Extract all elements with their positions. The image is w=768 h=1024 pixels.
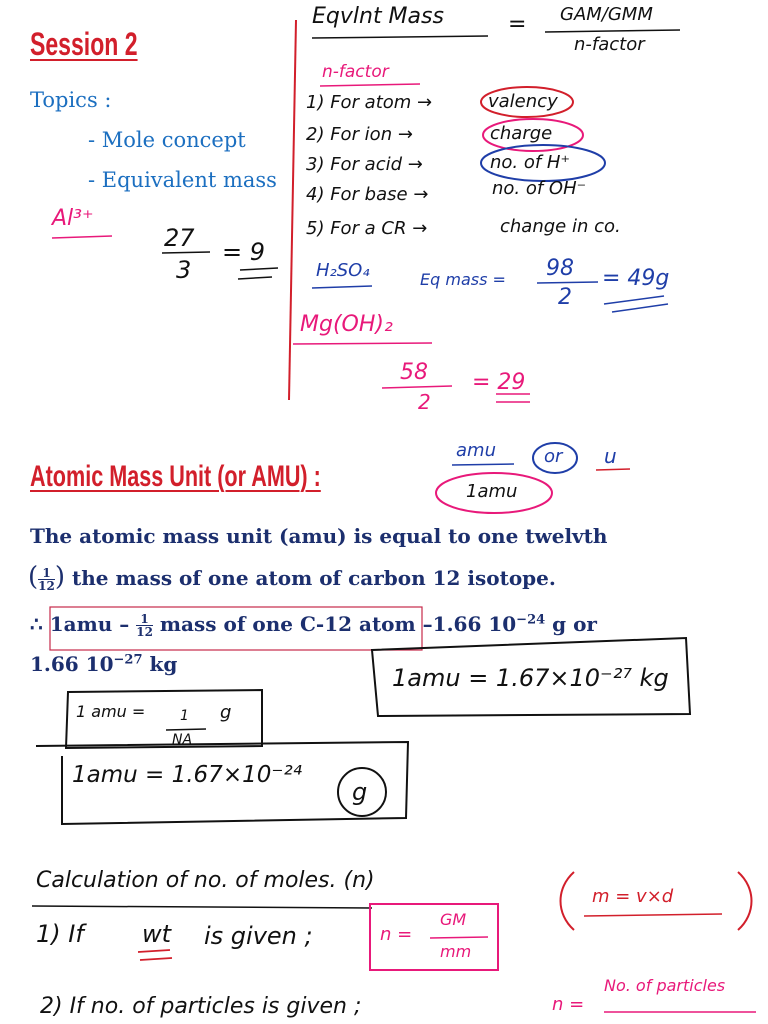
case1-denominator: mm bbox=[440, 942, 472, 961]
case2-text: 2) If no. of particles is given ; bbox=[40, 994, 362, 1019]
topics-label: Topics : bbox=[30, 88, 112, 112]
case2-numerator: No. of particles bbox=[604, 976, 726, 995]
rule-value: charge bbox=[490, 123, 553, 144]
eq-fraction-bar bbox=[545, 30, 680, 32]
amu-definition-line2: ( $\frac{1}{12}$ ) the mass of one atom of carbon 12 isotope. bbox=[28, 562, 556, 593]
h2so4-denominator: 2 bbox=[558, 285, 572, 310]
mass-volume-density-underline bbox=[584, 914, 722, 916]
g-box-text: 1amu = 1.67×10⁻²⁴ bbox=[72, 762, 302, 788]
na-box-denominator: NA bbox=[172, 732, 193, 748]
session-title: Session 2 bbox=[30, 26, 138, 62]
u-label: u bbox=[604, 444, 617, 468]
kg-unit: kg bbox=[149, 652, 178, 676]
mg-fraction-bar bbox=[382, 386, 452, 388]
mg-denominator: 2 bbox=[418, 390, 431, 414]
case2-n: n = bbox=[552, 994, 585, 1015]
def-frac-den: 12 bbox=[136, 625, 153, 639]
mg-result: = 29 bbox=[472, 370, 526, 395]
rule-value: valency bbox=[488, 91, 558, 112]
al-numerator: 27 bbox=[164, 224, 195, 252]
mg-underline bbox=[293, 343, 432, 344]
mass-volume-density-formula: m = v×d bbox=[592, 886, 674, 907]
na-box-numerator: 1 bbox=[180, 708, 189, 724]
amu-value-line bbox=[30, 612, 597, 638]
rule-value: change in co. bbox=[500, 216, 621, 237]
rule-value: no. of OH⁻ bbox=[492, 178, 587, 199]
kg-box-text: 1amu = 1.67×10⁻²⁷ kg bbox=[392, 664, 669, 692]
eq-numerator: GAM/GMM bbox=[560, 4, 653, 25]
amu-kg-line bbox=[30, 652, 177, 676]
g-box-unit: g bbox=[352, 778, 368, 806]
amu-heading: Atomic Mass Unit (or AMU) : bbox=[30, 460, 321, 493]
rule-label: 3) For acid → bbox=[306, 154, 423, 175]
rule-label: 4) For base → bbox=[306, 184, 429, 205]
rule-label: 2) For ion → bbox=[306, 124, 413, 145]
def-frac-num: 1 bbox=[136, 613, 153, 626]
al-denominator: 3 bbox=[176, 256, 192, 284]
or-label: or bbox=[544, 446, 563, 467]
h2so4-numerator: 98 bbox=[546, 256, 574, 281]
frac-numerator: 1 bbox=[38, 567, 55, 580]
therefore-symbol: ∴ bbox=[30, 612, 43, 636]
topic-item: - Mole concept bbox=[88, 128, 246, 152]
def-rest: mass of one C-12 atom bbox=[159, 612, 416, 636]
al-underline bbox=[52, 236, 112, 238]
def-value: –1.66 10 bbox=[422, 612, 517, 636]
u-underline bbox=[596, 469, 630, 470]
eq-underline bbox=[312, 36, 488, 38]
case1-numerator: GM bbox=[440, 910, 467, 929]
amu-underline bbox=[452, 464, 514, 465]
amu-definition-line1: The atomic mass unit (amu) is equal to one twelvth bbox=[30, 524, 608, 548]
eq-denominator: n-factor bbox=[574, 34, 645, 55]
frac-denominator: 12 bbox=[38, 579, 55, 593]
amu-side-label: amu bbox=[456, 440, 496, 461]
case1-rest: is given ; bbox=[204, 922, 313, 950]
na-fraction-bar bbox=[166, 729, 206, 730]
one-amu-label: 1amu bbox=[466, 481, 518, 502]
case1-wt: wt bbox=[142, 920, 172, 948]
al-ion: Al³⁺ bbox=[52, 206, 94, 231]
mg-numerator: 58 bbox=[400, 360, 428, 385]
na-box-unit: g bbox=[220, 702, 232, 723]
al-result: = 9 bbox=[222, 238, 266, 266]
def-unit: g or bbox=[552, 612, 597, 636]
wt-underline bbox=[138, 950, 172, 960]
amu-definition-line2-text: the mass of one atom of carbon 12 isotope. bbox=[71, 566, 556, 590]
gm-mm-fraction-bar bbox=[430, 937, 488, 938]
eq-equals: = bbox=[508, 12, 527, 37]
rule-value: no. of H⁺ bbox=[490, 152, 570, 173]
mg-result-underline bbox=[496, 394, 530, 402]
def-exponent: −24 bbox=[516, 612, 546, 628]
h2so4-label: H₂SO₄ bbox=[316, 260, 370, 281]
h2so4-fraction-bar bbox=[537, 282, 598, 283]
rule-label: 1) For atom → bbox=[306, 92, 433, 113]
kg-exponent: −27 bbox=[113, 652, 143, 668]
h2so4-result: = 49g bbox=[602, 266, 670, 291]
kg-value: 1.66 10 bbox=[30, 652, 114, 676]
nfactor-underline bbox=[320, 84, 420, 86]
moles-heading-underline bbox=[32, 906, 372, 908]
al-fraction-bar bbox=[162, 252, 210, 253]
eq-mass-calc-label: Eq mass = bbox=[420, 270, 506, 289]
nfactor-heading: n-factor bbox=[322, 62, 389, 82]
case1-label: 1) If bbox=[36, 920, 84, 948]
moles-heading: Calculation of no. of moles. (n) bbox=[36, 868, 375, 893]
nine-underline bbox=[238, 268, 278, 279]
h2so4-result-underline bbox=[604, 296, 668, 312]
red-margin-line bbox=[289, 20, 296, 400]
mgoh2-label: Mg(OH)₂ bbox=[300, 312, 393, 337]
rule-label: 5) For a CR → bbox=[306, 218, 428, 239]
na-box-left: 1 amu = bbox=[76, 702, 146, 721]
case1-n: n = bbox=[380, 924, 413, 945]
h2so4-underline bbox=[312, 286, 372, 288]
def-1amu: 1amu – bbox=[49, 612, 130, 636]
topic-item: - Equivalent mass bbox=[88, 168, 277, 192]
eq-mass-label: Eqvlnt Mass bbox=[312, 4, 444, 29]
